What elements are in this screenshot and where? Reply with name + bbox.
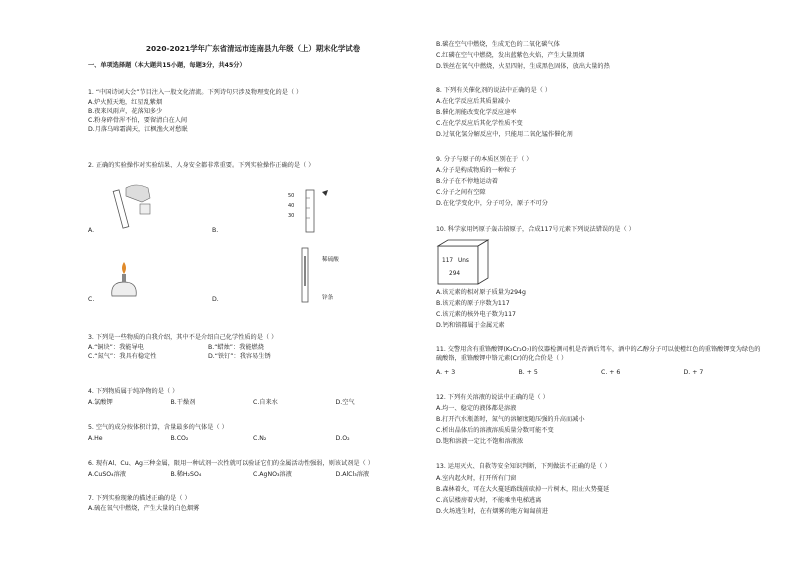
tick-label: 50 bbox=[288, 193, 295, 199]
question-1: 1. “中国诗词大会”节目注入一股文化清流。下列诗句只涉及物理变化的是（ ） bbox=[88, 89, 303, 96]
test-tube-pour-figure bbox=[98, 180, 158, 234]
option: A.均一、稳定的液体都是溶液 bbox=[436, 405, 517, 412]
option: A. + 3 bbox=[436, 369, 456, 376]
question-2: 2. 正确的实验操作对实验结果、人身安全都非常重要。下列实验操作正确的是（ ） bbox=[88, 162, 315, 169]
figure-label: B. bbox=[212, 227, 219, 234]
option: D. + 7 bbox=[683, 369, 704, 376]
option: C.自来水 bbox=[253, 399, 278, 406]
option: C. + 6 bbox=[601, 369, 621, 376]
figure-label: A. bbox=[88, 227, 95, 234]
option: C.“氮气”：我具有稳定性 bbox=[88, 353, 157, 360]
option: A.该元素的相对原子质量为294g bbox=[436, 289, 526, 296]
option: B.碳在空气中燃烧，生成无色的二氧化碳气体 bbox=[436, 41, 560, 48]
option: C.析出晶体后的溶液溶质质量分数可能不变 bbox=[436, 427, 554, 434]
option: C.高层楼房着火时，不能乘坐电梯逃离 bbox=[436, 497, 542, 504]
figure-label: C. bbox=[88, 296, 95, 303]
option: A.在化学反应后其质量减小 bbox=[436, 98, 511, 105]
option: D.AlCl₃溶液 bbox=[335, 471, 370, 478]
option: A.He bbox=[88, 435, 103, 442]
option: D.在化学变化中，分子可分，原子不可分 bbox=[436, 200, 548, 207]
option: B. + 5 bbox=[518, 369, 538, 376]
question-6: 6. 现有Al、Cu、Ag三种金属，限用一种试剂一次性就可以验证它们的金属活动性强弱，则该试剂是（ ） bbox=[88, 460, 374, 467]
option: D.“铁钉”：我容易生锈 bbox=[208, 353, 271, 360]
element-number: 117 bbox=[442, 258, 454, 264]
option: C.在化学反应后其化学性质不变 bbox=[436, 120, 523, 127]
option: D.钙和锫都属于金属元素 bbox=[436, 322, 505, 329]
tick-label: 30 bbox=[288, 213, 295, 219]
alcohol-lamp-figure bbox=[98, 256, 148, 304]
option: C.AgNO₃溶液 bbox=[253, 471, 292, 478]
option: D.火场逃生时，在有烟雾的地方匍匐前进 bbox=[436, 508, 548, 515]
option: B.森林着火，可在大火蔓延路线前砍掉一片树木，阻止火势蔓延 bbox=[436, 486, 610, 493]
option: A.CuSO₄溶液 bbox=[88, 471, 126, 478]
graduated-cylinder-figure bbox=[296, 188, 336, 236]
page-title: 2020-2021学年广东省清远市连南县九年级（上）期末化学试卷 bbox=[145, 44, 361, 53]
option: A.炉火照天地，红星乱紫烟 bbox=[88, 99, 163, 106]
option: D.空气 bbox=[335, 399, 355, 406]
option: A.“铜块”：我能导电 bbox=[88, 344, 144, 351]
question-5: 5. 空气的成分按体积计算，含量最多的气体是（ ） bbox=[88, 424, 228, 431]
option: B.打开汽水瓶盖时，氮气的溶解度随压强的升高而减小 bbox=[436, 416, 585, 423]
question-4: 4. 下列物质属于纯净物的是（ ） bbox=[88, 388, 179, 395]
option: A.分子是构成物质的一种粒子 bbox=[436, 167, 517, 174]
option: D.饱和溶液一定比不饱和溶液浓 bbox=[436, 438, 524, 445]
option: B.“蜡烛”：我能燃烧 bbox=[208, 344, 264, 351]
question-8: 8. 下列有关催化剂的说法中正确的是（ ） bbox=[436, 87, 552, 94]
figure-label: D. bbox=[212, 296, 219, 303]
annotation-zinc: 锌条 bbox=[322, 295, 334, 301]
option: A.氯酸钾 bbox=[88, 399, 113, 406]
question-7: 7. 下列实验现象的描述正确的是（ ） bbox=[88, 495, 191, 502]
element-symbol: Uns bbox=[458, 258, 469, 264]
option: C.N₂ bbox=[253, 435, 267, 442]
annotation-dilute-acid: 稀硫酸 bbox=[322, 257, 339, 263]
option: C.粉身碎骨浑不怕，要留清白在人间 bbox=[88, 117, 188, 124]
option: B.催化剂能改变化学反应速率 bbox=[436, 109, 517, 116]
element-mass: 294 bbox=[449, 271, 461, 277]
option: B.干燥剂 bbox=[170, 399, 196, 406]
option: B.稀H₂SO₄ bbox=[170, 471, 202, 478]
option: B.分子在不停地运动着 bbox=[436, 178, 498, 185]
option: D.过氧化氢分解反应中，只能用二氧化锰作催化剂 bbox=[436, 131, 573, 138]
question-11: 11. 交警用含有重铬酸钾(K₂Cr₂O₇)的仪器检测司机是否酒后驾车，酒中的乙醇分子可以使橙红色的重铬酸钾变为绿色的硫酸铬，重铬酸钾中铬元素(Cr)的化合价是（ ） bbox=[436, 346, 761, 362]
option: A.室内起火时，打开所有门窗 bbox=[436, 475, 517, 482]
question-12: 12. 下列有关溶液的说法中正确的是（ ） bbox=[436, 394, 549, 401]
option: C.该元素的核外电子数为117 bbox=[436, 311, 516, 318]
option: B.夜来风雨声，花落知多少 bbox=[88, 108, 163, 115]
tick-label: 40 bbox=[288, 203, 295, 209]
option: C.红磷在空气中燃烧，发出蓝紫色火焰，产生大量黑烟 bbox=[436, 52, 585, 59]
option: B.CO₂ bbox=[170, 435, 189, 442]
option: D.月落乌啼霜满天，江枫渔火对愁眠 bbox=[88, 126, 188, 133]
question-9: 9. 分子与原子的本质区别在于（ ） bbox=[436, 156, 533, 163]
question-3: 3. 下列是一些物质的自我介绍，其中不是介绍自己化学性质的是（ ） bbox=[88, 334, 278, 341]
question-10: 10. 科学家用钙原子轰击锫原子，合成117号元素下列说法错误的是（ ） bbox=[436, 226, 635, 233]
question-13: 13. 运用灭火、自救等安全知识判断，下列做法不正确的是（ ） bbox=[436, 463, 611, 470]
option: D.O₂ bbox=[335, 435, 350, 442]
option: B.该元素的原子序数为117 bbox=[436, 300, 510, 307]
option: D.铁丝在氧气中燃烧，火星四射，生成黑色固体，放出大量的热 bbox=[436, 63, 610, 70]
option: A.硫在氧气中燃烧，产生大量的白色烟雾 bbox=[88, 505, 200, 512]
section-heading: 一、单项选择题（本大题共15小题，每题3分，共45分） bbox=[88, 62, 246, 69]
option: C.分子之间有空隙 bbox=[436, 189, 486, 196]
